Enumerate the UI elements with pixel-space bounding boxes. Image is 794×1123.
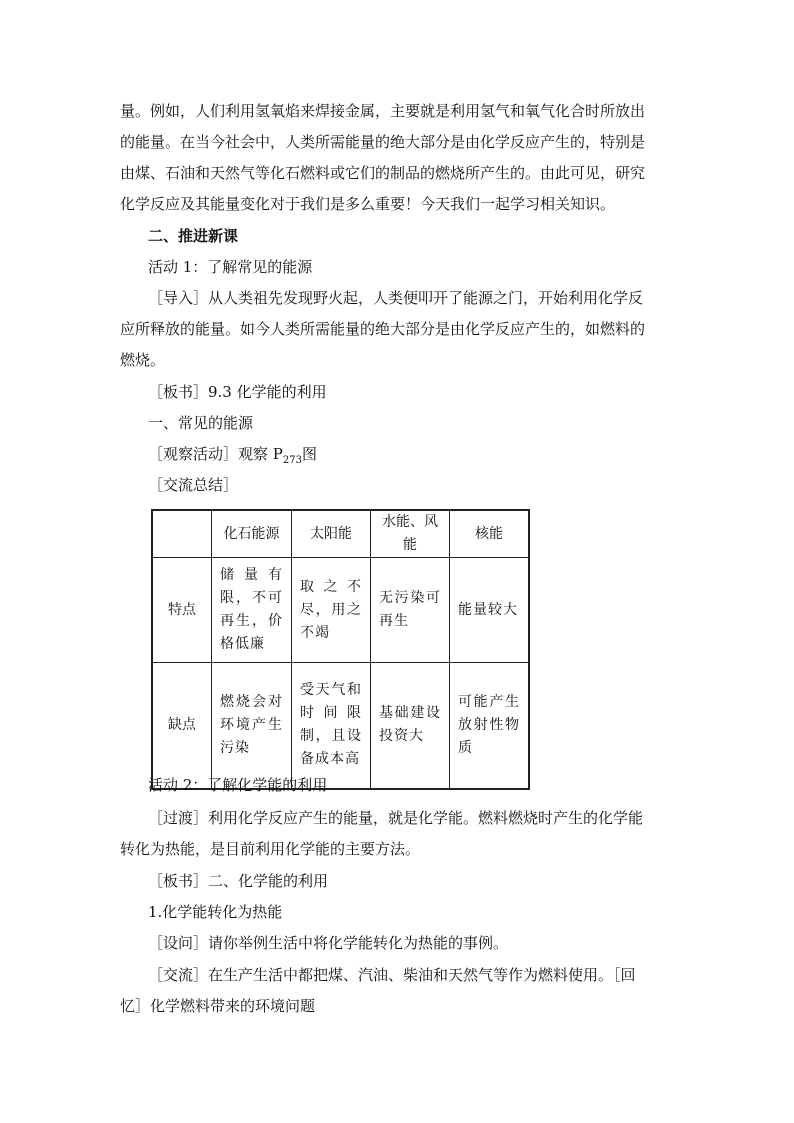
energy-comparison-table [151,509,530,790]
intro-line: 应所释放的能量。如今人类所需能量的绝大部分是由化学反应产生的，如燃料的 [120,320,646,338]
table-header-cell: 化石能源 [212,510,292,558]
subheading: 一、常见的能源 [148,414,254,432]
row-label: 特点 [152,558,212,663]
observe-suffix: 图 [301,445,317,463]
list-item: 1.化学能转化为热能 [148,903,283,921]
board-note: ［板书］9.3 化学能的利用 [148,383,327,401]
section-heading: 二、推进新课 [148,227,239,245]
transition-line: 转化为热能，是目前利用化学能的主要方法。 [120,840,421,858]
table-row [152,558,529,663]
table-cell: 储量有限，不可再生，价格低廉 [212,558,292,663]
exchange-line: ［交流］在生产生活中都把煤、汽油、柴油和天然气等作为燃料使用。［回 [148,966,636,984]
intro-line: 燃烧。 [120,351,166,369]
table-header-cell: 太阳能 [292,510,371,558]
table-cell: 可能产生放射性物质 [450,663,530,789]
page-number-subscript: 273 [282,455,302,466]
table-cell: 燃烧会对环境产生污染 [212,663,292,789]
table-header-row [152,510,529,558]
table-cell: 基础建设投资大 [371,663,450,789]
paragraph-line: 由煤、石油和天然气等化石燃料或它们的制品的燃烧所产生的。由此可见，研究 [120,164,646,182]
paragraph-line: 的能量。在当今社会中，人类所需能量的绝大部分是由化学反应产生的，特别是 [120,133,646,151]
intro-line: ［导入］从人类祖先发现野火起，人类便叩开了能源之门，开始利用化学反 [148,289,644,307]
table-cell: 无污染可再生 [371,558,450,663]
observe-prefix: ［观察活动］观察 P [148,445,283,463]
table-header-cell: 核能 [450,510,530,558]
row-label: 缺点 [152,663,212,789]
activity-heading: 活动 2：了解化学能的利用 [148,776,328,794]
transition-line: ［过渡］利用化学反应产生的能量，就是化学能。燃料燃烧时产生的化学能 [148,809,644,827]
paragraph-line: 量。例如，人们利用氢氧焰来焊接金属，主要就是利用氢气和氧气化合时所放出 [120,102,646,120]
paragraph-line: 化学反应及其能量变化对于我们是多么重要！今天我们一起学习相关知识。 [120,195,616,213]
table-cell: 能量较大 [450,558,530,663]
summary-label: ［交流总结］ [148,476,239,494]
table-cell: 取之不尽，用之不竭 [292,558,371,663]
table-header-cell: 水能、风能 [371,510,450,558]
activity-heading: 活动 1：了解常见的能源 [148,258,313,276]
exchange-line: 忆］化学燃料带来的环境问题 [120,997,316,1015]
question-line: ［设问］请你举例生活中将化学能转化为热能的事例。 [148,934,509,952]
table-header-cell [152,510,212,558]
board-note: ［板书］二、化学能的利用 [148,872,329,890]
table-cell: 受天气和时间限制，且设备成本高 [292,663,371,789]
